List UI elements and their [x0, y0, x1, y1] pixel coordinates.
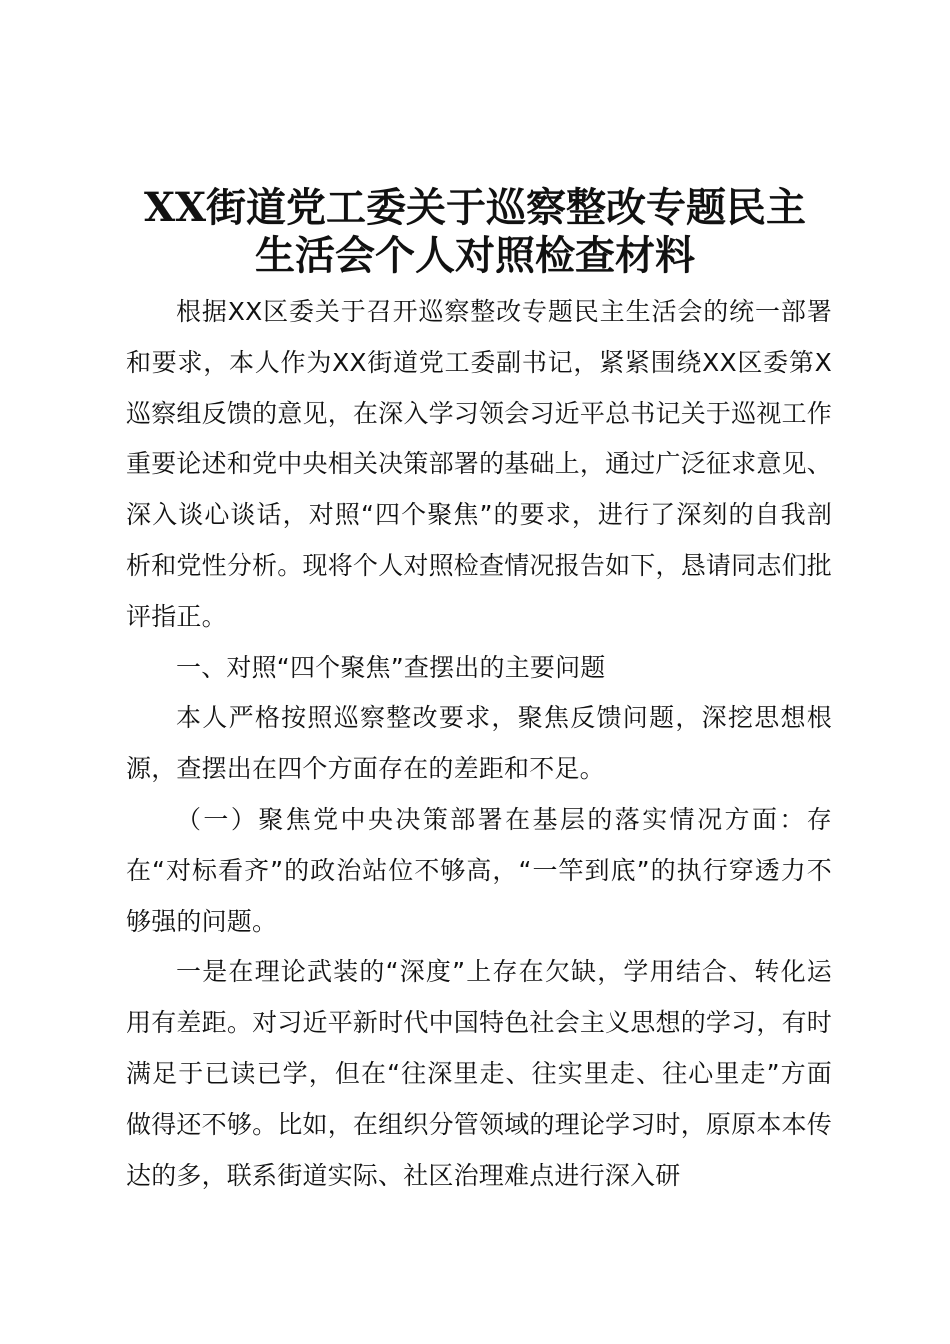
document-body — [126, 287, 832, 1201]
document-title-line-1: XX街道党工委关于巡察整改专题民主 — [143, 184, 807, 231]
paragraph-intro: 根据XX区委关于召开巡察整改专题民主生活会的统一部署和要求，本人作为XX街道党工委副书记，紧紧围绕XX区委第X巡察组反馈的意见，在深入学习领会习近平总书记关于巡视工作重要论述和党中央相关决策部署的基础上，通过广泛征求意见、深入谈心谈话，对照“四个聚焦”的要求，进行了深刻的自我剖析和党性分析。现将个人对照检查情况报告如下，恳请同志们批评指正。 — [126, 297, 832, 631]
subsection-heading-1: （一）聚焦党中央决策部署在基层的落实情况方面：存在“对标看齐”的政治站位不够高，“一竿到底”的执行穿透力不够强的问题。 — [126, 804, 832, 936]
document-title-line-2: 生活会个人对照检查材料 — [255, 232, 695, 279]
paragraph-point-1: 一是在理论武装的“深度”上存在欠缺，学用结合、转化运用有差距。对习近平新时代中国特色社会主义思想的学习，有时满足于已读已学，但在“往深里走、往实里走、往心里走”方面做得还不够。比如，在组织分管领域的理论学习时，原原本本传达的多，联系街道实际、社区治理难点进行深入研 — [126, 957, 832, 1190]
section-heading-1: 一、对照“四个聚焦”查摆出的主要问题 — [176, 652, 606, 682]
paragraph-overview: 本人严格按照巡察整改要求，聚焦反馈问题，深挖思想根源，查摆出在四个方面存在的差距和不足。 — [126, 703, 832, 784]
